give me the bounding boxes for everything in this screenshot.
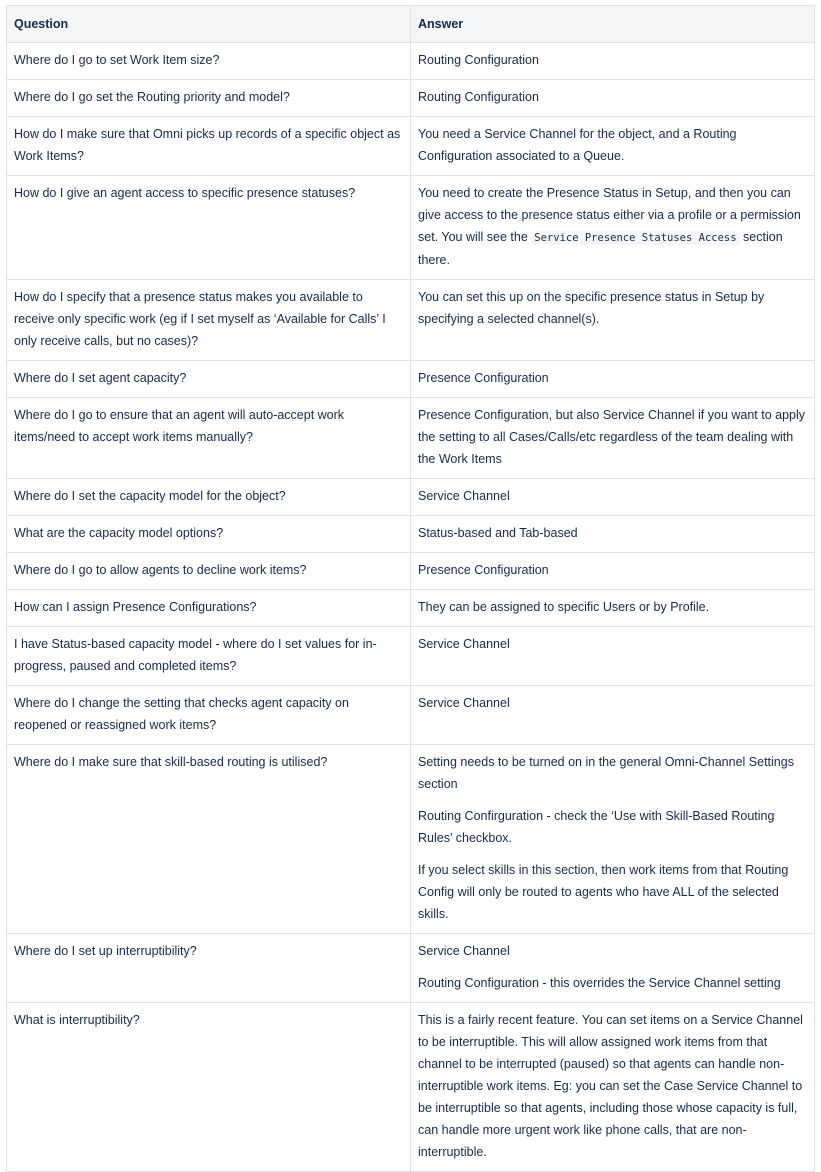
table-row (7, 745, 815, 934)
answer-cell (411, 398, 815, 479)
answer-cell (411, 479, 815, 516)
table-row (7, 479, 815, 516)
answer-cell (411, 117, 815, 176)
question-cell: Where do I go set the Routing priority and model? (7, 80, 411, 117)
question-cell: Where do I set the capacity model for the object? (7, 479, 411, 516)
table-row (7, 361, 815, 398)
table-row (7, 590, 815, 627)
question-cell: Where do I go to allow agents to decline work items? (7, 553, 411, 590)
answer-text: section there. (418, 230, 783, 267)
question-cell: How can I assign Presence Configurations? (7, 590, 411, 627)
table-row (7, 280, 815, 361)
table-row (7, 1003, 815, 1172)
inline-code: Service Presence Statuses Access (531, 231, 739, 245)
faq-table-container (6, 5, 814, 1172)
table-body (7, 43, 815, 1172)
question-cell: Where do I set agent capacity? (7, 361, 411, 398)
answer-cell (411, 43, 815, 80)
answer-cell (411, 590, 815, 627)
question-cell: How do I give an agent access to specific presence statuses? (7, 176, 411, 280)
question-cell: Where do I make sure that skill-based routing is utilised? (7, 745, 411, 934)
column-header-answer: Answer (411, 6, 815, 43)
answer-paragraph: You can set this up on the specific presence status in Setup by specifying a selected channel(s). (418, 290, 765, 326)
answer-paragraph: Routing Configuration (418, 90, 539, 104)
table-row (7, 398, 815, 479)
table-row (7, 43, 815, 80)
answer-paragraph: This is a fairly recent feature. You can set items on a Service Channel to be interruptible. This will allow assigned work items from that channel to be interrupted (paused) so that agents can handle non-interruptible work items. Eg: you can set the Case Service Channel to be interruptible so that agents, including those whose capacity is full, can handle more urgent work like phone calls, that are non-interruptible. (418, 1013, 803, 1159)
answer-paragraph: Service Channel (418, 696, 510, 710)
question-cell: Where do I set up interruptibility? (7, 934, 411, 1003)
answer-paragraph: Routing Confirguration - check the ‘Use with Skill-Based Routing Rules’ checkbox. (418, 809, 775, 845)
question-cell: I have Status-based capacity model - where do I set values for in-progress, paused and completed items? (7, 627, 411, 686)
answer-paragraph: Presence Configuration (418, 371, 549, 385)
table-row (7, 934, 815, 1003)
answer-cell (411, 1003, 815, 1172)
answer-cell (411, 627, 815, 686)
answer-cell (411, 80, 815, 117)
table-row (7, 80, 815, 117)
table-row (7, 117, 815, 176)
question-cell: Where do I go to ensure that an agent will auto-accept work items/need to accept work items manually? (7, 398, 411, 479)
answer-cell (411, 934, 815, 1003)
answer-cell (411, 361, 815, 398)
answer-paragraph: Routing Configuration - this overrides the Service Channel setting (418, 976, 781, 990)
answer-paragraph: Routing Configuration (418, 53, 539, 67)
question-cell: How do I specify that a presence status makes you available to receive only specific work (eg if I set myself as ‘Available for Calls’ I only receive calls, but no cases)? (7, 280, 411, 361)
answer-cell (411, 553, 815, 590)
question-cell: What is interruptibility? (7, 1003, 411, 1172)
table-row (7, 516, 815, 553)
answer-paragraph: Service Channel (418, 637, 510, 651)
answer-cell (411, 516, 815, 553)
question-cell: Where do I go to set Work Item size? (7, 43, 411, 80)
answer-paragraph: Presence Configuration (418, 563, 549, 577)
answer-paragraph: You need a Service Channel for the object, and a Routing Configuration associated to a Queue. (418, 127, 737, 163)
answer-paragraph: If you select skills in this section, then work items from that Routing Config will only be routed to agents who have ALL of the selected skills. (418, 863, 789, 921)
question-cell: How do I make sure that Omni picks up records of a specific object as Work Items? (7, 117, 411, 176)
answer-paragraph: Status-based and Tab-based (418, 526, 578, 540)
table-row (7, 686, 815, 745)
table-row (7, 627, 815, 686)
question-cell: What are the capacity model options? (7, 516, 411, 553)
answer-cell (411, 686, 815, 745)
table-row (7, 553, 815, 590)
faq-table (6, 5, 815, 1172)
answer-cell (411, 745, 815, 934)
answer-cell (411, 176, 815, 280)
answer-paragraph: They can be assigned to specific Users or by Profile. (418, 600, 710, 614)
table-row (7, 176, 815, 280)
column-header-question: Question (7, 6, 411, 43)
answer-paragraph: Setting needs to be turned on in the general Omni-Channel Settings section (418, 755, 794, 791)
answer-paragraph: Presence Configuration, but also Service Channel if you want to apply the setting to all Cases/Calls/etc regardless of the team dealing with the Work Items (418, 408, 806, 466)
answer-cell (411, 280, 815, 361)
answer-paragraph: Service Channel (418, 489, 510, 503)
answer-paragraph: Service Channel (418, 944, 510, 958)
table-header-row (7, 6, 815, 43)
question-cell: Where do I change the setting that checks agent capacity on reopened or reassigned work items? (7, 686, 411, 745)
answer-paragraph (418, 182, 808, 271)
answer-text: You need to create the Presence Status in Setup, and then you can give access to the presence status either via a profile or a permission set. You will see the (418, 186, 801, 244)
